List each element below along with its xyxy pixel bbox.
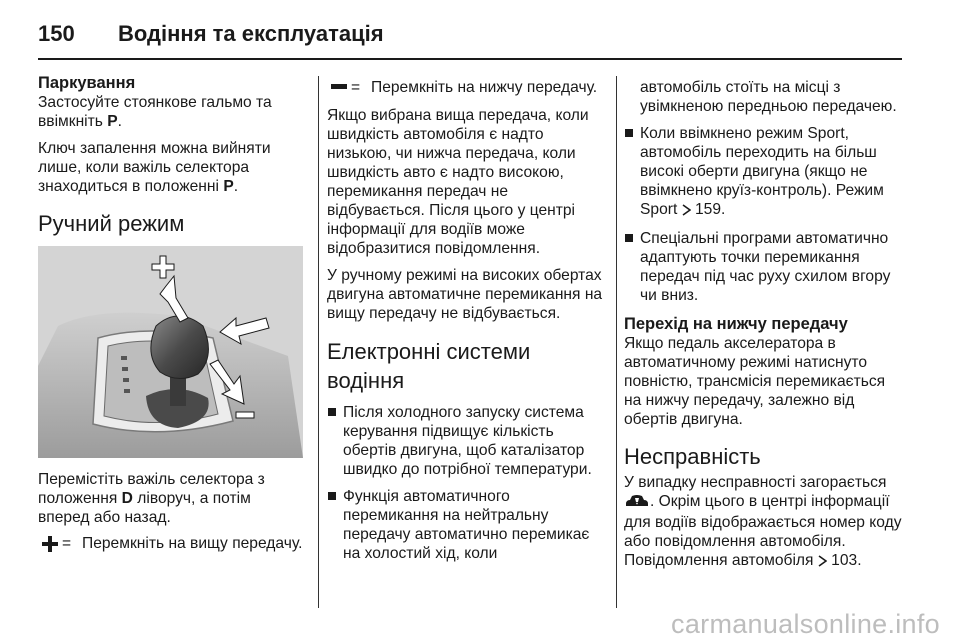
column-2 xyxy=(327,78,605,571)
column-divider xyxy=(318,76,319,608)
header-rule xyxy=(38,58,902,60)
list-item: Функція автоматичного перемикання на нейтральну передачу автоматично перемикає на холостий хід, коли xyxy=(327,487,605,563)
continued-text: автомобіль стоїть на місці з увімкненою передньою передачею. xyxy=(640,79,897,115)
column-3 xyxy=(624,78,906,580)
column-1 xyxy=(38,74,306,562)
column-divider xyxy=(616,76,617,608)
downshift-heading: Перехід на нижчу передачу xyxy=(624,315,848,333)
fault-heading: Несправність xyxy=(624,444,761,469)
car-warning-icon xyxy=(624,494,650,513)
page-number: 150 xyxy=(38,21,75,46)
gear-selector-illustration xyxy=(38,246,303,458)
key-text: Ключ запалення можна вийняти лише, коли важіль селектора знаходиться в положенні P. xyxy=(38,140,271,195)
manual-mode-heading: Ручний режим xyxy=(38,211,185,236)
move-text: Перемістіть важіль селектора з положення D ліворуч, а потім вперед або назад. xyxy=(38,471,265,526)
parking-text: Застосуйте стоянкове гальмо та ввімкніть P. xyxy=(38,94,272,130)
page-ref-arrow-icon xyxy=(818,553,827,572)
watermark: carmanualsonline.info xyxy=(671,609,940,639)
gear-selection-text: Якщо вибрана вища передача, коли швидкість автомобіля є надто низькою, чи нижча передача, коли швидкість авто є надто високою, перемикання передач не відбувається. Після цього у центрі інформації для водіїв може відобразитися повідомлення. xyxy=(327,107,589,257)
downshift-text: Якщо педаль акселератора в автоматичному режимі натиснуто повністю, трансмісія перемикається на нижчу передачу, залежно від обертів двигуна. xyxy=(624,335,886,428)
page-ref-arrow-icon xyxy=(682,202,691,221)
high-rpm-text: У ручному режимі на високих обертах двигуна автоматичне перемикання на вищу передачу не відбувається. xyxy=(327,267,603,322)
list-item: Після холодного запуску система керування підвищує кількість обертів двигуна, щоб каталізатор швидко до потрібної температури. xyxy=(327,403,605,479)
page-title: Водіння та експлуатація xyxy=(118,21,384,46)
fault-text: У випадку несправності загорається . Окрім цього в центрі інформації для водіїв відображається номер коду або повідомлення автомобіля. Повідомлення автомобіля 103. xyxy=(624,473,906,572)
minus-icon xyxy=(327,78,351,89)
list-item: Спеціальні програми автоматично адаптують точки перемикання передач під час руху схилом вгору чи вниз. xyxy=(624,229,906,305)
downshift-definition: = Перемкніть на нижчу передачу. xyxy=(327,78,605,97)
parking-heading: Паркування xyxy=(38,74,136,92)
electronic-systems-list xyxy=(327,403,605,563)
electronic-systems-heading: Електронні системи водіння xyxy=(327,339,531,393)
program-list xyxy=(624,124,906,305)
page-header xyxy=(38,14,384,54)
list-item: Коли ввімкнено режим Sport, автомобіль переходить на більш високі оберти двигуна (якщо не ввімкнено круїз-контроль). Режим Sport 159. xyxy=(624,124,906,221)
upshift-definition: = Перемкніть на вищу передачу. xyxy=(38,534,306,553)
plus-icon xyxy=(38,534,62,552)
